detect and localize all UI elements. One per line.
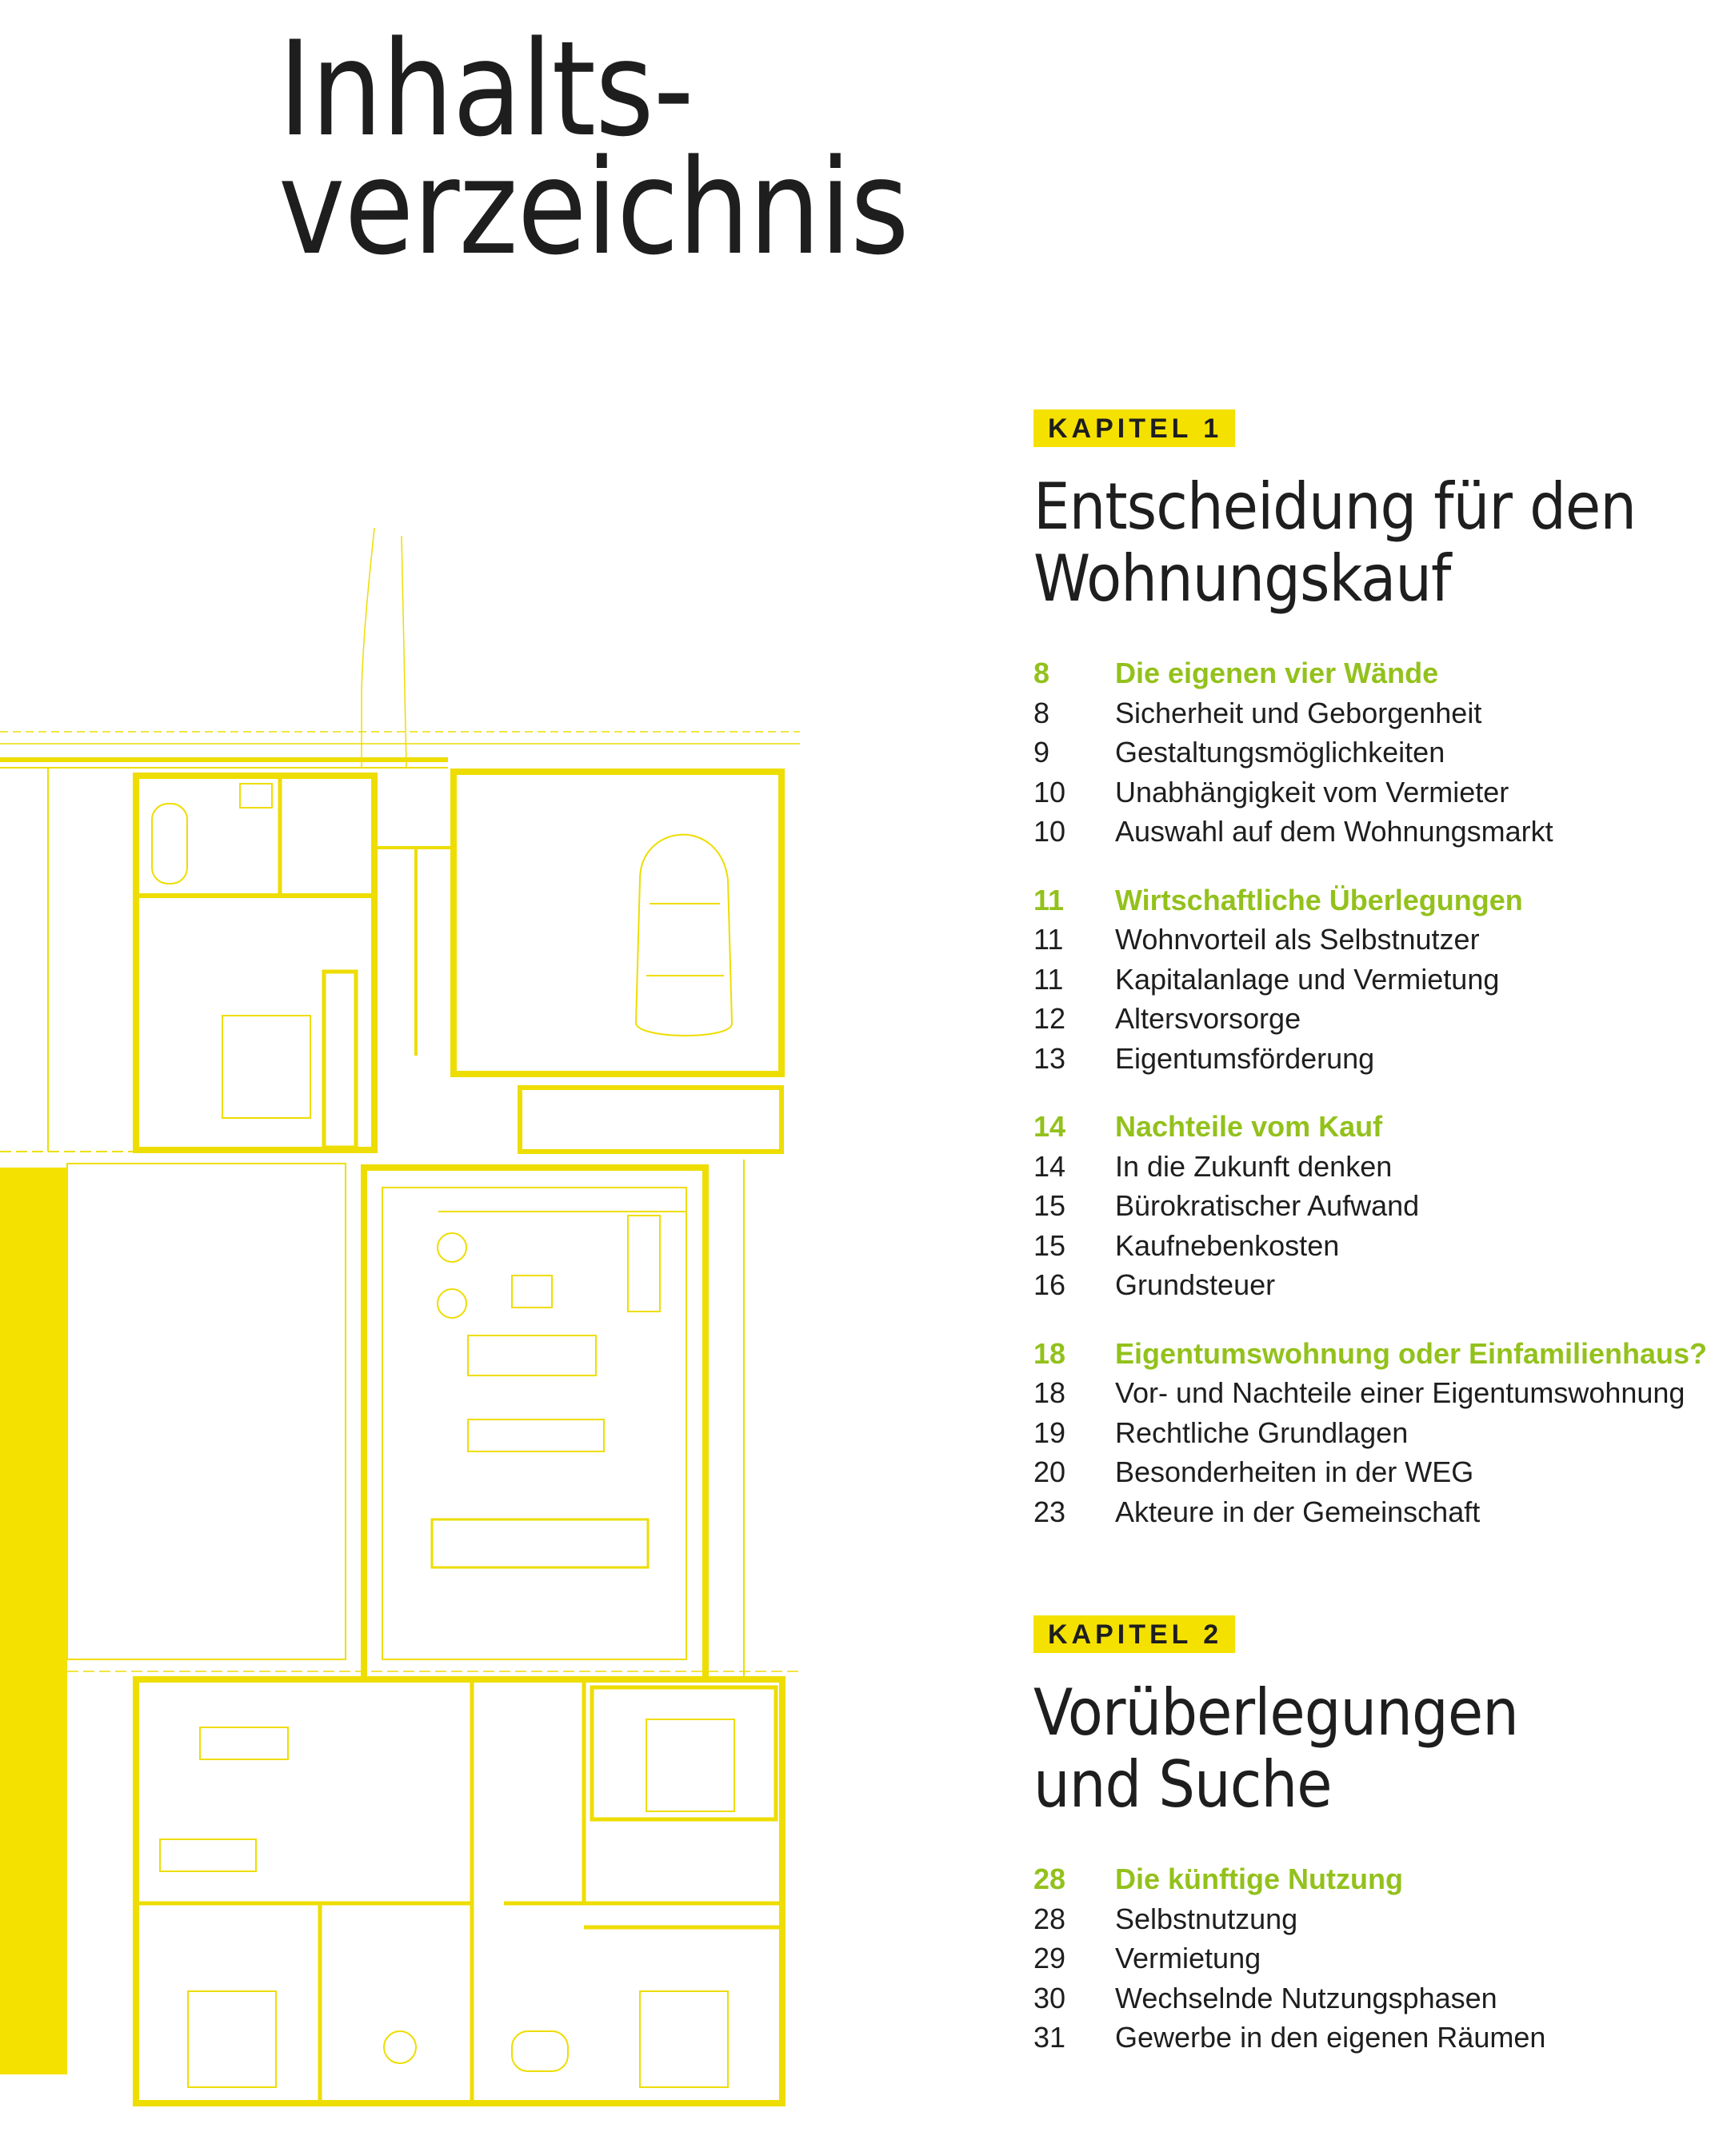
section-heading[interactable] xyxy=(1033,1107,1707,1147)
page-number: 18 xyxy=(1033,1336,1066,1370)
entry-title: Gewerbe in den eigenen Räumen xyxy=(1115,2021,1546,2054)
toc-entry[interactable] xyxy=(1033,999,1707,1039)
entry-title: Besonderheiten in der WEG xyxy=(1115,1455,1474,1488)
section-title: Nachteile vom Kauf xyxy=(1115,1110,1383,1143)
toc-entry[interactable] xyxy=(1033,2018,1572,2058)
page-number: 30 xyxy=(1033,1981,1066,2014)
page-number: 28 xyxy=(1033,1863,1066,1895)
entry-title: Gestaltungsmöglichkeiten xyxy=(1115,736,1445,769)
chapter-title-line-1: Entscheidung für den xyxy=(1033,469,1637,544)
page-number: 31 xyxy=(1033,2021,1066,2054)
entry-title: Wohnvorteil als Selbstnutzer xyxy=(1115,923,1480,956)
entry-title: Grundsteuer xyxy=(1115,1268,1276,1301)
chapter-label: KAPITEL 1 xyxy=(1033,409,1235,447)
chapter-title xyxy=(1033,1677,1518,1821)
page-number: 10 xyxy=(1033,775,1066,808)
section-heading[interactable] xyxy=(1033,880,1707,920)
toc-section xyxy=(1033,880,1707,1079)
yellow-edge-bar xyxy=(0,1168,67,2074)
page-number: 23 xyxy=(1033,1495,1066,1528)
toc-section xyxy=(1033,1107,1707,1305)
toc-entry[interactable] xyxy=(1033,1147,1707,1187)
toc-entry[interactable] xyxy=(1033,1492,1707,1532)
entry-title: Wechselnde Nutzungsphasen xyxy=(1115,1981,1497,2014)
entry-title: Selbstnutzung xyxy=(1115,1902,1298,1935)
section-title: Eigentumswohnung oder Einfamilienhaus? xyxy=(1115,1336,1708,1370)
toc-entry[interactable] xyxy=(1033,1039,1707,1079)
toc-entry[interactable] xyxy=(1033,920,1707,960)
toc-entry[interactable] xyxy=(1033,812,1707,852)
entry-title: Vermietung xyxy=(1115,1942,1261,1974)
toc-entry[interactable] xyxy=(1033,773,1707,812)
page-number: 8 xyxy=(1033,696,1050,729)
chapter-title-line-1: Vorüberlegungen xyxy=(1033,1675,1518,1750)
page-number: 11 xyxy=(1033,883,1065,916)
page-number: 20 xyxy=(1033,1455,1066,1488)
entry-title: Kaufnebenkosten xyxy=(1115,1228,1340,1262)
chapter-title-line-2: und Suche xyxy=(1033,1747,1332,1822)
toc-entry[interactable] xyxy=(1033,960,1707,1000)
page-number: 11 xyxy=(1033,923,1064,956)
section-heading[interactable] xyxy=(1033,1859,1572,1899)
toc-section xyxy=(1033,1859,1572,2058)
entry-title: Eigentumsförderung xyxy=(1115,1041,1375,1075)
page-title-line-1: Inhalts- xyxy=(278,13,694,166)
page-number: 16 xyxy=(1033,1268,1066,1301)
entry-title: Altersvorsorge xyxy=(1115,1002,1301,1035)
toc-section xyxy=(1033,1334,1707,1532)
page-number: 14 xyxy=(1033,1149,1066,1183)
entry-title: Unabhängigkeit vom Vermieter xyxy=(1115,775,1509,808)
chapter-label: KAPITEL 2 xyxy=(1033,1615,1235,1653)
entry-title: Rechtliche Grundlagen xyxy=(1115,1415,1409,1449)
page-number: 10 xyxy=(1033,815,1066,848)
toc-entry[interactable] xyxy=(1033,1978,1572,2018)
toc-entry[interactable] xyxy=(1033,693,1707,733)
page-number: 29 xyxy=(1033,1942,1066,1974)
floor-plan-illustration xyxy=(0,528,808,2127)
section-heading[interactable] xyxy=(1033,1334,1707,1374)
page-number: 18 xyxy=(1033,1376,1066,1409)
toc-entry[interactable] xyxy=(1033,1373,1707,1413)
page-title-line-2: verzeichnis xyxy=(278,131,909,284)
entry-title: In die Zukunft denken xyxy=(1115,1149,1393,1183)
section-title: Wirtschaftliche Überlegungen xyxy=(1115,883,1523,916)
entry-title: Kapitalanlage und Vermietung xyxy=(1115,962,1500,996)
entry-title: Auswahl auf dem Wohnungsmarkt xyxy=(1115,815,1553,848)
toc-entry[interactable] xyxy=(1033,1186,1707,1226)
toc-entry[interactable] xyxy=(1033,1452,1707,1492)
section-title: Die eigenen vier Wände xyxy=(1115,657,1439,689)
page-number: 15 xyxy=(1033,1189,1066,1222)
entry-title: Sicherheit und Geborgenheit xyxy=(1115,696,1482,729)
chapter-2 xyxy=(1033,1615,1572,2086)
page-number: 12 xyxy=(1033,1002,1066,1035)
page-title xyxy=(278,13,909,284)
page-number: 13 xyxy=(1033,1041,1066,1075)
page-number: 8 xyxy=(1033,657,1050,689)
chapter-title xyxy=(1033,471,1640,615)
toc-entry[interactable] xyxy=(1033,733,1707,773)
page-number: 9 xyxy=(1033,736,1050,769)
toc-entry[interactable] xyxy=(1033,1226,1707,1266)
toc-section xyxy=(1033,653,1707,852)
toc-entry[interactable] xyxy=(1033,1899,1572,1939)
page-number: 28 xyxy=(1033,1902,1066,1935)
toc-entry[interactable] xyxy=(1033,1413,1707,1453)
chapter-title-line-2: Wohnungskauf xyxy=(1033,541,1451,616)
section-heading[interactable] xyxy=(1033,653,1707,693)
entry-title: Akteure in der Gemeinschaft xyxy=(1115,1495,1481,1528)
page-number: 14 xyxy=(1033,1110,1066,1143)
toc-entry[interactable] xyxy=(1033,1938,1572,1978)
page-number: 15 xyxy=(1033,1228,1066,1262)
page-number: 11 xyxy=(1033,962,1064,996)
section-title: Die künftige Nutzung xyxy=(1115,1863,1403,1895)
page-number: 19 xyxy=(1033,1415,1066,1449)
entry-title: Bürokratischer Aufwand xyxy=(1115,1189,1420,1222)
entry-title: Vor- und Nachteile einer Eigentumswohnung xyxy=(1115,1376,1685,1409)
chapter-1 xyxy=(1033,409,1707,1560)
toc-entry[interactable] xyxy=(1033,1265,1707,1305)
